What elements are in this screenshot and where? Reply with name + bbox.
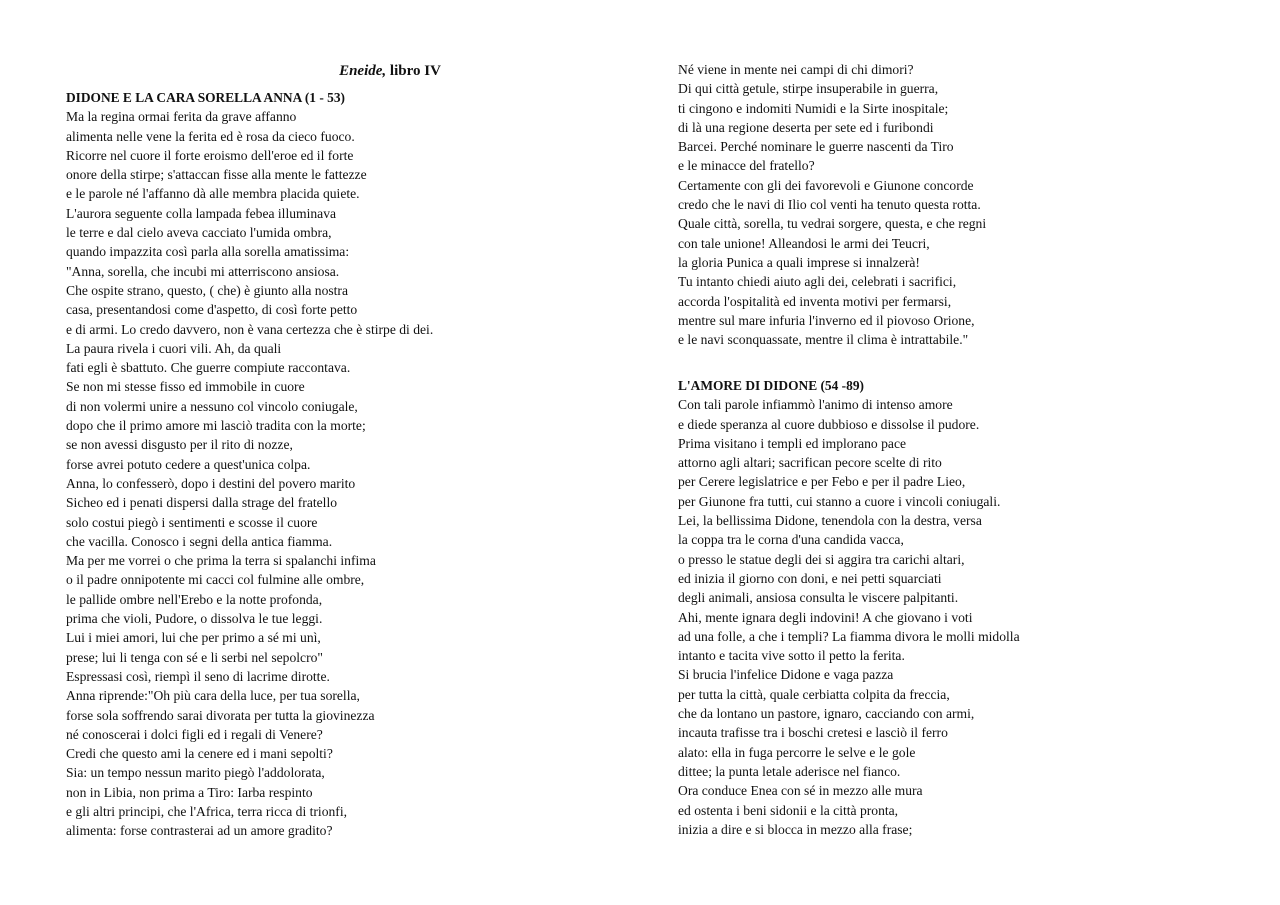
verse-line: le pallide ombre nell'Erebo e la notte profonda, <box>66 591 323 607</box>
section1-verses-left <box>66 107 433 840</box>
title-work: Eneide, <box>339 63 387 79</box>
verse-line: con tale unione! Alleandosi le armi dei Teucri, <box>678 235 930 251</box>
verse-line: Anna, lo confesserò, dopo i destini del povero marito <box>66 475 356 491</box>
verse-line: Certamente con gli dei favorevoli e Giunone concorde <box>678 177 974 193</box>
section2-heading: L'AMORE DI DIDONE (54 -89) <box>678 378 864 393</box>
verse-line: casa, presentandosi come d'aspetto, di così forte petto <box>66 302 358 318</box>
verse-line: o presso le statue degli dei si aggira tra carichi altari, <box>678 551 965 567</box>
verse-line: ed ostenta i beni sidonii e la città pronta, <box>678 802 899 818</box>
verse-line: inizia a dire e si blocca in mezzo alla frase; <box>678 821 913 837</box>
verse-line: o il padre onnipotente mi cacci col fulmine alle ombre, <box>66 572 365 588</box>
verse-line: di là una regione deserta per sete ed i furibondi <box>678 119 934 135</box>
verse-line: Se non mi stesse fisso ed immobile in cuore <box>66 379 305 395</box>
verse-line: Ma la regina ormai ferita da grave affanno <box>66 109 297 125</box>
verse-line: accorda l'ospitalità ed inventa motivi per fermarsi, <box>678 293 952 309</box>
verse-line: prese; lui li tenga con sé e li serbi nel sepolcro" <box>66 649 323 665</box>
verse-line: Quale città, sorella, tu vedrai sorgere, questa, e che regni <box>678 216 987 232</box>
verse-line: dopo che il primo amore mi lasciò tradita con la morte; <box>66 418 366 434</box>
verse-line: incauta trafisse tra i boschi cretesi e lasciò il ferro <box>678 725 948 741</box>
verse-line: Ahi, mente ignara degli indovini! A che giovano i voti <box>678 609 973 625</box>
verse-line: alato: ella in fuga percorre le selve e le gole <box>678 744 916 760</box>
verse-line: e di armi. Lo credo davvero, non è vana certezza che è stirpe di dei. <box>66 321 434 337</box>
verse-line: "Anna, sorella, che incubi mi atterriscono ansiosa. <box>66 263 340 279</box>
verse-line: Che ospite strano, questo, ( che) è giunto alla nostra <box>66 282 348 298</box>
verse-line: Ma per me vorrei o che prima la terra si spalanchi infima <box>66 553 376 569</box>
verse-line: per tutta la città, quale cerbiatta colpita da freccia, <box>678 686 950 702</box>
verse-line: La paura rivela i cuori vili. Ah, da quali <box>66 340 282 356</box>
verse-line: forse sola soffrendo sarai divorata per tutta la giovinezza <box>66 707 375 723</box>
verse-line: Ricorre nel cuore il forte eroismo dell'eroe ed il forte <box>66 147 354 163</box>
verse-line: mentre sul mare infuria l'inverno ed il piovoso Orione, <box>678 312 975 328</box>
verse-line: fati egli è sbattuto. Che guerre compiute raccontava. <box>66 360 351 376</box>
verse-line: dittee; la punta letale aderisce nel fianco. <box>678 763 901 779</box>
right-page <box>640 0 1280 905</box>
verse-line: per Giunone fra tutti, cui stanno a cuore i vincoli coniugali. <box>678 493 1001 509</box>
verse-line: alimenta nelle vene la ferita ed è rosa da cieco fuoco. <box>66 128 355 144</box>
section1-right-column <box>678 60 986 349</box>
verse-line: e diede speranza al cuore dubbioso e dissolse il pudore. <box>678 416 980 432</box>
verse-line: Con tali parole infiammò l'animo di intenso amore <box>678 397 953 413</box>
verse-line: Sicheo ed i penati dispersi dalla strage del fratello <box>66 495 338 511</box>
verse-line: Espressasi così, riempì il seno di lacrime dirotte. <box>66 668 330 684</box>
verse-line: prima che violi, Pudore, o dissolva le tue leggi. <box>66 611 323 627</box>
section2-verses <box>678 395 1020 839</box>
verse-line: Prima visitano i templi ed implorano pace <box>678 435 907 451</box>
verse-line: solo costui piegò i sentimenti e scosse il cuore <box>66 514 318 530</box>
verse-line: di non volermi unire a nessuno col vincolo coniugale, <box>66 398 358 414</box>
verse-line: Sia: un tempo nessun marito piegò l'addolorata, <box>66 765 325 781</box>
verse-line: né conoscerai i dolci figli ed i regali di Venere? <box>66 726 323 742</box>
title-book: libro IV <box>386 63 441 79</box>
verse-line: Lui i miei amori, lui che per primo a sé mi unì, <box>66 630 321 646</box>
verse-line: ti cingono e indomiti Numidi e la Sirte inospitale; <box>678 100 949 116</box>
verse-line: Si brucia l'infelice Didone e vaga pazza <box>678 667 894 683</box>
verse-line: che da lontano un pastore, ignaro, cacciando con armi, <box>678 706 975 722</box>
verse-line: ad una folle, a che i templi? La fiamma divora le molli midolla <box>678 628 1020 644</box>
verse-line: Lei, la bellissima Didone, tenendola con la destra, versa <box>678 513 982 529</box>
verse-line: alimenta: forse contrasterai ad un amore gradito? <box>66 823 333 839</box>
section1-heading: DIDONE E LA CARA SORELLA ANNA (1 - 53) <box>66 90 346 105</box>
verse-line: le terre e dal cielo aveva cacciato l'umida ombra, <box>66 225 332 241</box>
verse-line: Ora conduce Enea con sé in mezzo alle mura <box>678 783 923 799</box>
verse-line: Credi che questo ami la cenere ed i mani sepolti? <box>66 746 333 762</box>
verse-line: la gloria Punica a quali imprese si innalzerà! <box>678 254 920 270</box>
verse-line: e gli altri principi, che l'Africa, terra ricca di trionfi, <box>66 803 347 819</box>
verse-line: ed inizia il giorno con doni, e nei petti squarciati <box>678 570 942 586</box>
verse-line: che vacilla. Conosco i segni della antica fiamma. <box>66 533 333 549</box>
section2-column <box>678 376 1020 839</box>
verse-line: Tu intanto chiedi aiuto agli dei, celebrati i sacrifici, <box>678 274 957 290</box>
verse-line: Né viene in mente nei campi di chi dimori? <box>678 62 914 77</box>
verse-line: quando impazzita così parla alla sorella amatissima: <box>66 244 350 260</box>
verse-line: attorno agli altari; sacrifican pecore scelte di rito <box>678 455 942 471</box>
verse-line: e le navi sconquassate, mentre il clima è intrattabile." <box>678 332 969 348</box>
verse-line: e le minacce del fratello? <box>678 158 815 174</box>
verse-line: non in Libia, non prima a Tiro: Iarba respinto <box>66 784 313 800</box>
verse-line: Di qui città getule, stirpe insuperabile in guerra, <box>678 81 939 97</box>
verse-line: la coppa tra le corna d'una candida vacca, <box>678 532 904 548</box>
section1-left-column <box>66 88 433 841</box>
verse-line: se non avessi disgusto per il rito di nozze, <box>66 437 293 453</box>
verse-line: intanto e tacita vive sotto il petto la ferita. <box>678 648 905 664</box>
verse-line: degli animali, ansiosa consulta le viscere palpitanti. <box>678 590 959 606</box>
verse-line: onore della stirpe; s'attaccan fisse alla mente le fattezze <box>66 167 367 183</box>
verse-line: per Cerere legislatrice e per Febo e per il padre Lieo, <box>678 474 966 490</box>
verse-line: credo che le navi di Ilio col venti ha tenuto questa rotta. <box>678 197 981 213</box>
verse-line: Barcei. Perché nominare le guerre nascenti da Tiro <box>678 139 954 155</box>
verse-line: e le parole né l'affanno dà alle membra placida quiete. <box>66 186 360 202</box>
verse-line: L'aurora seguente colla lampada febea illuminava <box>66 205 337 221</box>
verse-line: Anna riprende:"Oh più cara della luce, per tua sorella, <box>66 688 360 704</box>
verse-line: forse avrei potuto cedere a quest'unica colpa. <box>66 456 311 472</box>
